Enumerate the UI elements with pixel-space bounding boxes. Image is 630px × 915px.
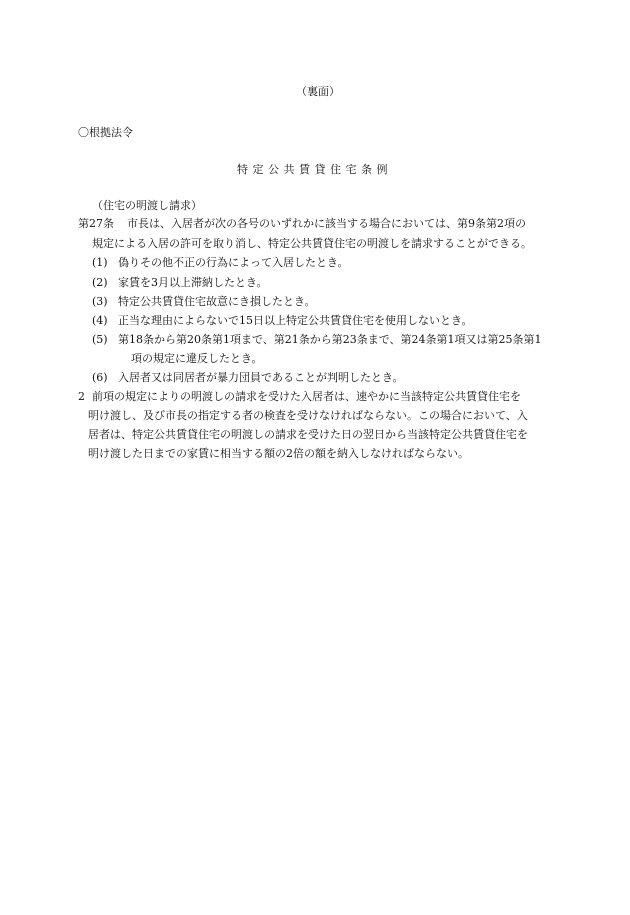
list-item (92, 292, 316, 311)
paragraph-text-line3: 居者は、特定公共賃貸住宅の明渡しの請求を受けた日の翌日から当該特定公共賃貸住宅を (88, 428, 528, 441)
list-item (92, 273, 268, 292)
item-text: 特定公共賃貸住宅故意にき損したとき。 (118, 295, 316, 308)
list-item (92, 330, 542, 349)
item-number: (5) (92, 333, 108, 346)
list-item (92, 368, 404, 387)
ordinance-title: 特定公共賃貸住宅条例 (237, 163, 392, 176)
article-text-line1: 市長は、入居者が次の各号のいずれかに該当する場合においては、第9条第2項の (127, 217, 526, 230)
item-text-continuation: 項の規定に違反したとき。 (131, 352, 263, 365)
item-number: (6) (92, 371, 108, 384)
list-item (92, 253, 349, 272)
paragraph-text-line4: 明け渡した日までの家賃に相当する額の2倍の額を納入しなければならない。 (88, 447, 469, 460)
article-text-line2: 規定による入居の許可を取り消し、特定公共賃貸住宅の明渡しを請求することができる。 (92, 237, 532, 250)
item-number: (3) (92, 295, 108, 308)
article-caption: （住宅の明渡し請求） (92, 199, 202, 212)
item-text: 偽りその他不正の行為によって入居したとき。 (118, 256, 349, 269)
paragraph-2-first-line (78, 387, 521, 406)
paragraph-text-line2: 明け渡し、及び市長の指定する者の検査を受けなければならない。この場合において、入 (88, 409, 528, 422)
item-number: (2) (92, 276, 108, 289)
paragraph-text: 前項の規定によりの明渡しの請求を受けた入居者は、速やかに当該特定公共賃貸住宅を (92, 390, 521, 403)
basis-heading: 〇根拠法令 (78, 126, 133, 139)
item-number: (1) (92, 256, 108, 269)
item-number: (4) (92, 314, 108, 327)
list-item (92, 311, 473, 330)
item-text: 家賃を3月以上滞納したとき。 (118, 276, 268, 289)
article-first-line (78, 214, 526, 233)
paragraph-number: 2 (78, 390, 85, 403)
item-text: 第18条から第20条第1項まで、第21条から第23条まで、第24条第1項又は第25条第1 (118, 333, 542, 346)
article-number: 第27条 (78, 217, 114, 230)
item-text: 入居者又は同居者が暴力団員であることが判明したとき。 (118, 371, 404, 384)
page-side-label: （裏面） (296, 85, 340, 98)
item-text: 正当な理由によらないで15日以上特定公共賃貸住宅を使用しないとき。 (118, 314, 473, 327)
